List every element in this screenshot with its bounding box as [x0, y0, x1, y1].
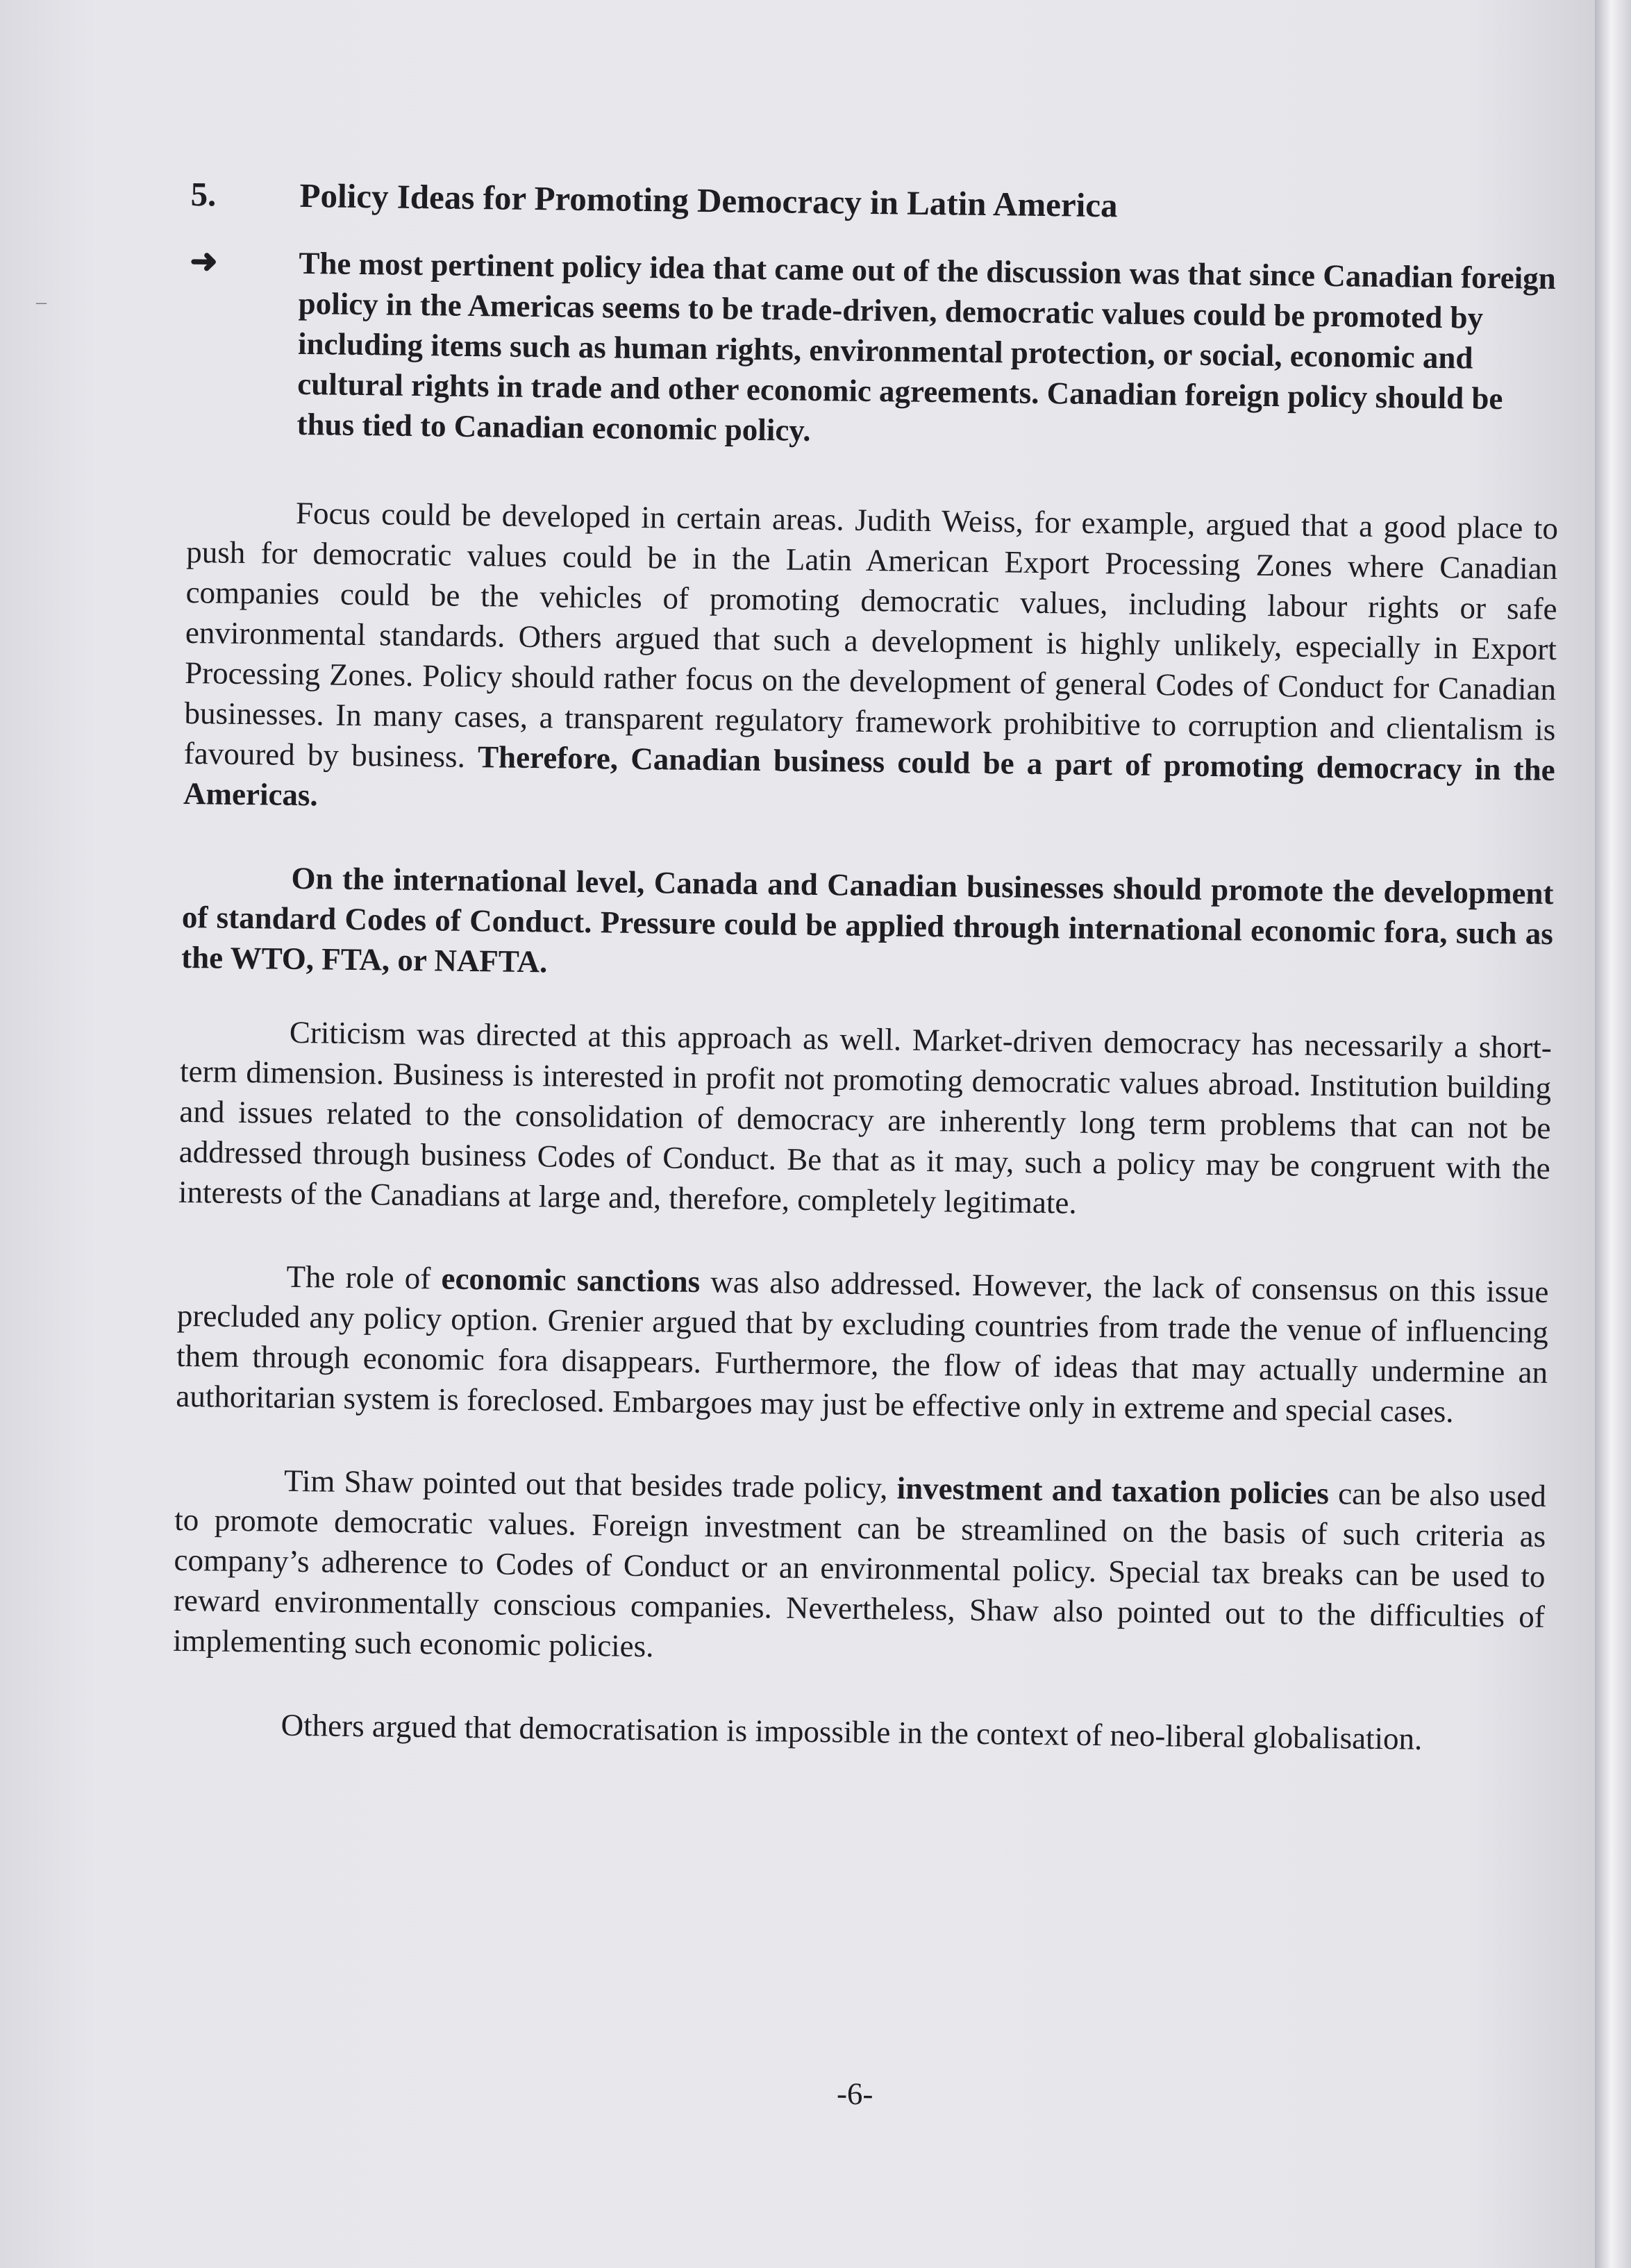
- paragraph-sanctions: [176, 1255, 1549, 1433]
- section-title: Policy Ideas for Promoting Democracy in Latin America: [299, 176, 1118, 225]
- paragraph-investment-bold: investment and taxation policies: [896, 1470, 1330, 1511]
- section-number: 5.: [190, 174, 217, 214]
- key-point: [187, 242, 1561, 460]
- paragraph-criticism: Criticism was directed at this approach as well. Market-driven democracy has necessarily a short-term dimension. Business is interested in profit not promoting democratic values abroad. Institution building and issues related to the consolidation of democracy are inherently long term problems that can not be addressed through business Codes of Conduct. Be that as it may, such a policy may be congruent with the interests of the Canadians at large and, therefore, completely legitimate.: [178, 1014, 1553, 1220]
- paragraph-international: On the international level, Canada and Canadian businesses should promote the development of standard Codes of Conduct. Pressure could be applied through international economic fora, such as the WTO, FTA, or NAFTA.: [181, 860, 1554, 980]
- paragraph-focus: [183, 492, 1559, 830]
- key-point-text: The most pertinent policy idea that came out of the discussion was that since Canadian foreign policy in the Americas seems to be trade-driven, democratic values could be promoted by including items such as human rights, environmental protection, or social, economic and cultural rights in trade and other economic agreements. Canadian foreign policy should be thus tied to Canadian economic policy.: [296, 245, 1557, 448]
- paragraph-globalisation: Others argued that democratisation is impossible in the context of neo-liberal globalisation.: [281, 1707, 1423, 1756]
- paragraph-investment: [173, 1459, 1546, 1677]
- scan-speck: –: [36, 290, 47, 313]
- paragraph-focus-bold: Therefore, Canadian business could be a part of promoting democracy in the Americas.: [183, 739, 1555, 813]
- page-edge-shadow: [1595, 0, 1631, 2268]
- paragraph-sanctions-lead: The role of: [286, 1259, 442, 1296]
- paragraph-sanctions-rest: was also addressed. However, the lack of consensus on this issue precluded any policy option. Grenier argued that by excluding countries from trade the venue of influencing them through economic fora disappears. Furthermore, the flow of ideas that may actually undermine an authoritarian system is foreclosed. Embargoes may just be effective only in extreme and special cases.: [176, 1264, 1549, 1429]
- paragraph-investment-rest: can be also used to promote democratic values. Foreign investment can be streamlined on the basis of such criteria as company’s adherence to Codes of Conduct or an environmental policy. Special tax breaks can be used to reward environmentally conscious companies. Nevertheless, Shaw also pointed out to the difficulties of implementing such economic policies.: [172, 1476, 1547, 1664]
- page-number: -6-: [836, 2076, 873, 2112]
- paragraph-sanctions-bold: economic sanctions: [441, 1261, 701, 1300]
- paragraph-focus-text: Focus could be developed in certain areas. Judith Weiss, for example, argued that a good place to push for democratic values could be in the Latin American Export Processing Zones where Canadian companies could be the vehicles of promoting democratic values, including labour rights or safe environmental standards. Others argued that such a development is highly unlikely, especially in Export Processing Zones. Policy should rather focus on the development of general Codes of Conduct for Canadian businesses. In many cases, a transparent regulatory framework prohibitive to corruption and clientalism is favoured by business.: [183, 495, 1559, 775]
- right-arrow-icon: ➜: [190, 242, 218, 280]
- page-content: [172, 174, 1562, 1804]
- section-heading: [190, 174, 1562, 232]
- paragraph-investment-lead: Tim Shaw pointed out that besides trade policy,: [283, 1463, 897, 1506]
